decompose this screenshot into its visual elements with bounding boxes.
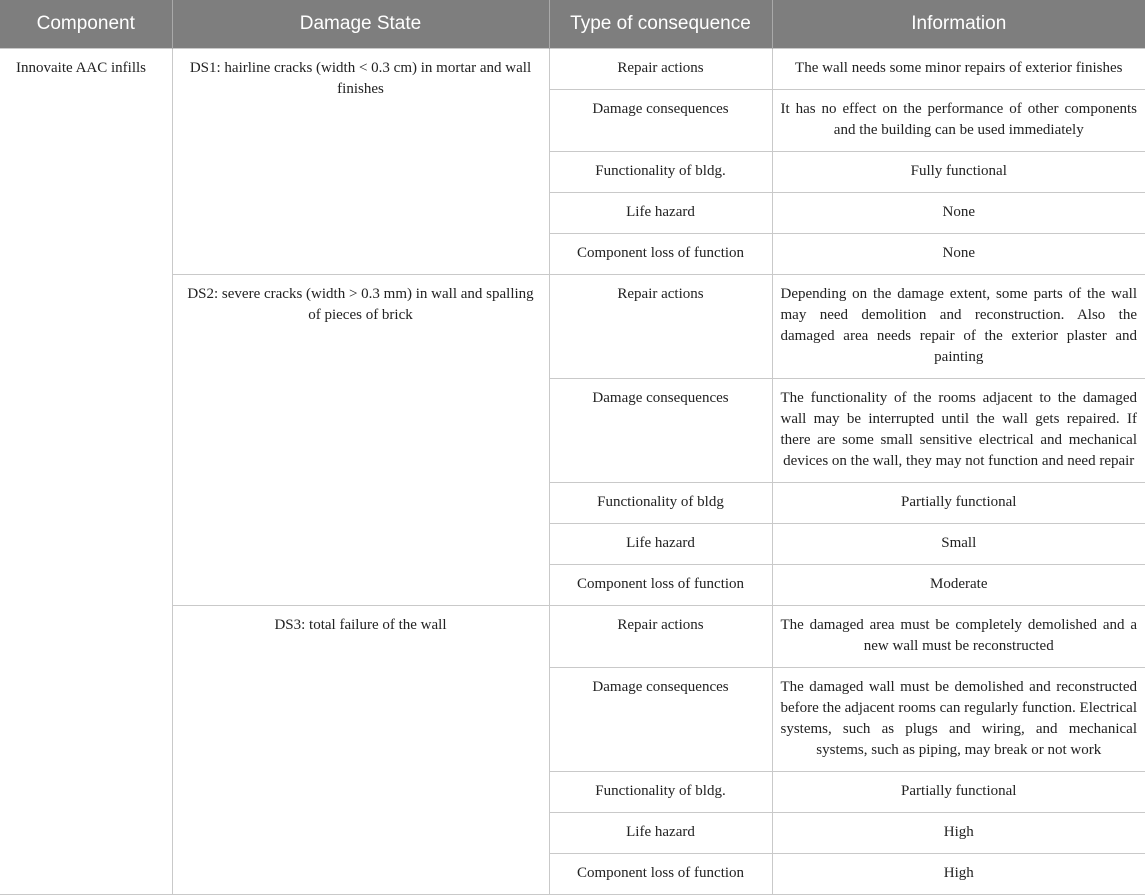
- damage-state-cell: DS1: hairline cracks (width < 0.3 cm) in mortar and wall finishes: [172, 49, 549, 275]
- header-type-of-consequence: Type of consequence: [549, 0, 772, 49]
- information-cell: High: [772, 854, 1145, 895]
- damage-state-cell: DS3: total failure of the wall: [172, 606, 549, 895]
- information-cell: None: [772, 193, 1145, 234]
- consequence-type-cell: Repair actions: [549, 606, 772, 668]
- consequence-type-cell: Life hazard: [549, 813, 772, 854]
- consequence-type-cell: Damage consequences: [549, 668, 772, 772]
- consequence-type-cell: Repair actions: [549, 275, 772, 379]
- table-row: [0, 606, 1145, 668]
- consequence-type-cell: Component loss of function: [549, 234, 772, 275]
- information-cell: Moderate: [772, 565, 1145, 606]
- consequence-type-cell: Functionality of bldg: [549, 483, 772, 524]
- table-row: [0, 49, 1145, 90]
- consequence-type-cell: Damage consequences: [549, 90, 772, 152]
- consequence-type-cell: Life hazard: [549, 524, 772, 565]
- consequence-type-cell: Repair actions: [549, 49, 772, 90]
- information-cell: Small: [772, 524, 1145, 565]
- information-cell: The functionality of the rooms adjacent to the damaged wall may be interrupted until the wall gets repaired. If there are some small sensitive electrical and mechanical devices on the wall, they may not function and need repair: [772, 379, 1145, 483]
- consequence-type-cell: Functionality of bldg.: [549, 772, 772, 813]
- information-cell: The damaged wall must be demolished and reconstructed before the adjacent rooms can regularly function. Electrical systems, such as plugs and wiring, and mechanical systems, such as piping, may break or not work: [772, 668, 1145, 772]
- consequence-type-cell: Life hazard: [549, 193, 772, 234]
- information-cell: Fully functional: [772, 152, 1145, 193]
- header-information: Information: [772, 0, 1145, 49]
- header-damage-state: Damage State: [172, 0, 549, 49]
- information-cell: Partially functional: [772, 772, 1145, 813]
- damage-state-cell: DS2: severe cracks (width > 0.3 mm) in wall and spalling of pieces of brick: [172, 275, 549, 606]
- information-cell: It has no effect on the performance of other components and the building can be used immediately: [772, 90, 1145, 152]
- information-cell: The wall needs some minor repairs of exterior finishes: [772, 49, 1145, 90]
- information-cell: Depending on the damage extent, some parts of the wall may need demolition and reconstruction. Also the damaged area needs repair of the exterior plaster and painting: [772, 275, 1145, 379]
- consequence-type-cell: Component loss of function: [549, 854, 772, 895]
- information-cell: Partially functional: [772, 483, 1145, 524]
- table-row: [0, 275, 1145, 379]
- information-cell: High: [772, 813, 1145, 854]
- component-cell: Innovaite AAC infills: [0, 49, 172, 895]
- consequence-type-cell: Functionality of bldg.: [549, 152, 772, 193]
- consequence-type-cell: Damage consequences: [549, 379, 772, 483]
- information-cell: None: [772, 234, 1145, 275]
- consequence-type-cell: Component loss of function: [549, 565, 772, 606]
- information-cell: The damaged area must be completely demolished and a new wall must be reconstructed: [772, 606, 1145, 668]
- header-row: [0, 0, 1145, 49]
- header-component: Component: [0, 0, 172, 49]
